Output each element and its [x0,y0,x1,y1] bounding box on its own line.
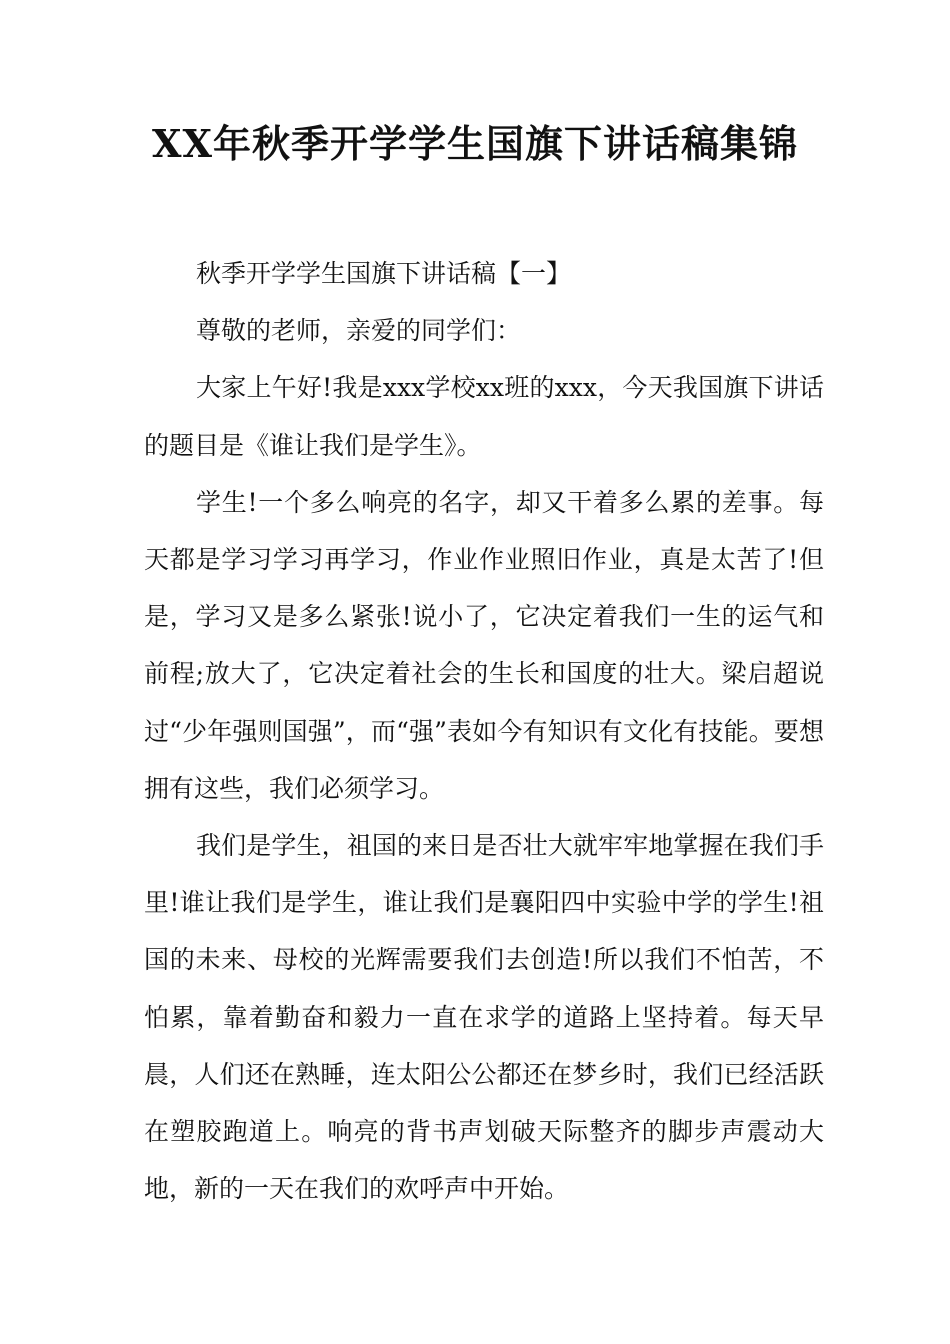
document-title: XX年秋季开学学生国旗下讲话稿集锦 [152,121,798,166]
paragraph-student-life: 学生!一个多么响亮的名字，却又干着多么累的差事。每天都是学习学习再学习，作业作业照旧作业，真是太苦了!但是，学习又是多么紧张!说小了，它决定着我们一生的运气和前程;放大了，它决定着社会的生长和国度的壮大。梁启超说过“少年强则国强”，而“强”表如今有知识有文化有技能。要想拥有这些，我们必须学习。 [144,487,824,803]
document-body [144,245,824,1217]
paragraph-greeting: 大家上午好!我是xxx学校xx班的xxx，今天我国旗下讲话的题目是《谁让我们是学生》。 [144,373,824,460]
salutation: 尊敬的老师，亲爱的同学们： [196,316,522,346]
paragraph-responsibility: 我们是学生，祖国的来日是否壮大就牢牢地掌握在我们手里!谁让我们是学生，谁让我们是襄阳四中实验中学的学生!祖国的未来、母校的光辉需要我们去创造!所以我们不怕苦，不怕累，靠着勤奋和毅力一直在求学的道路上坚持着。每天早晨，人们还在熟睡，连太阳公公都还在梦乡时，我们已经活跃在塑胶跑道上。响亮的背书声划破天际整齐的脚步声震动大地，新的一天在我们的欢呼声中开始。 [144,831,824,1204]
section-heading: 秋季开学学生国旗下讲话稿【一】 [196,259,572,288]
